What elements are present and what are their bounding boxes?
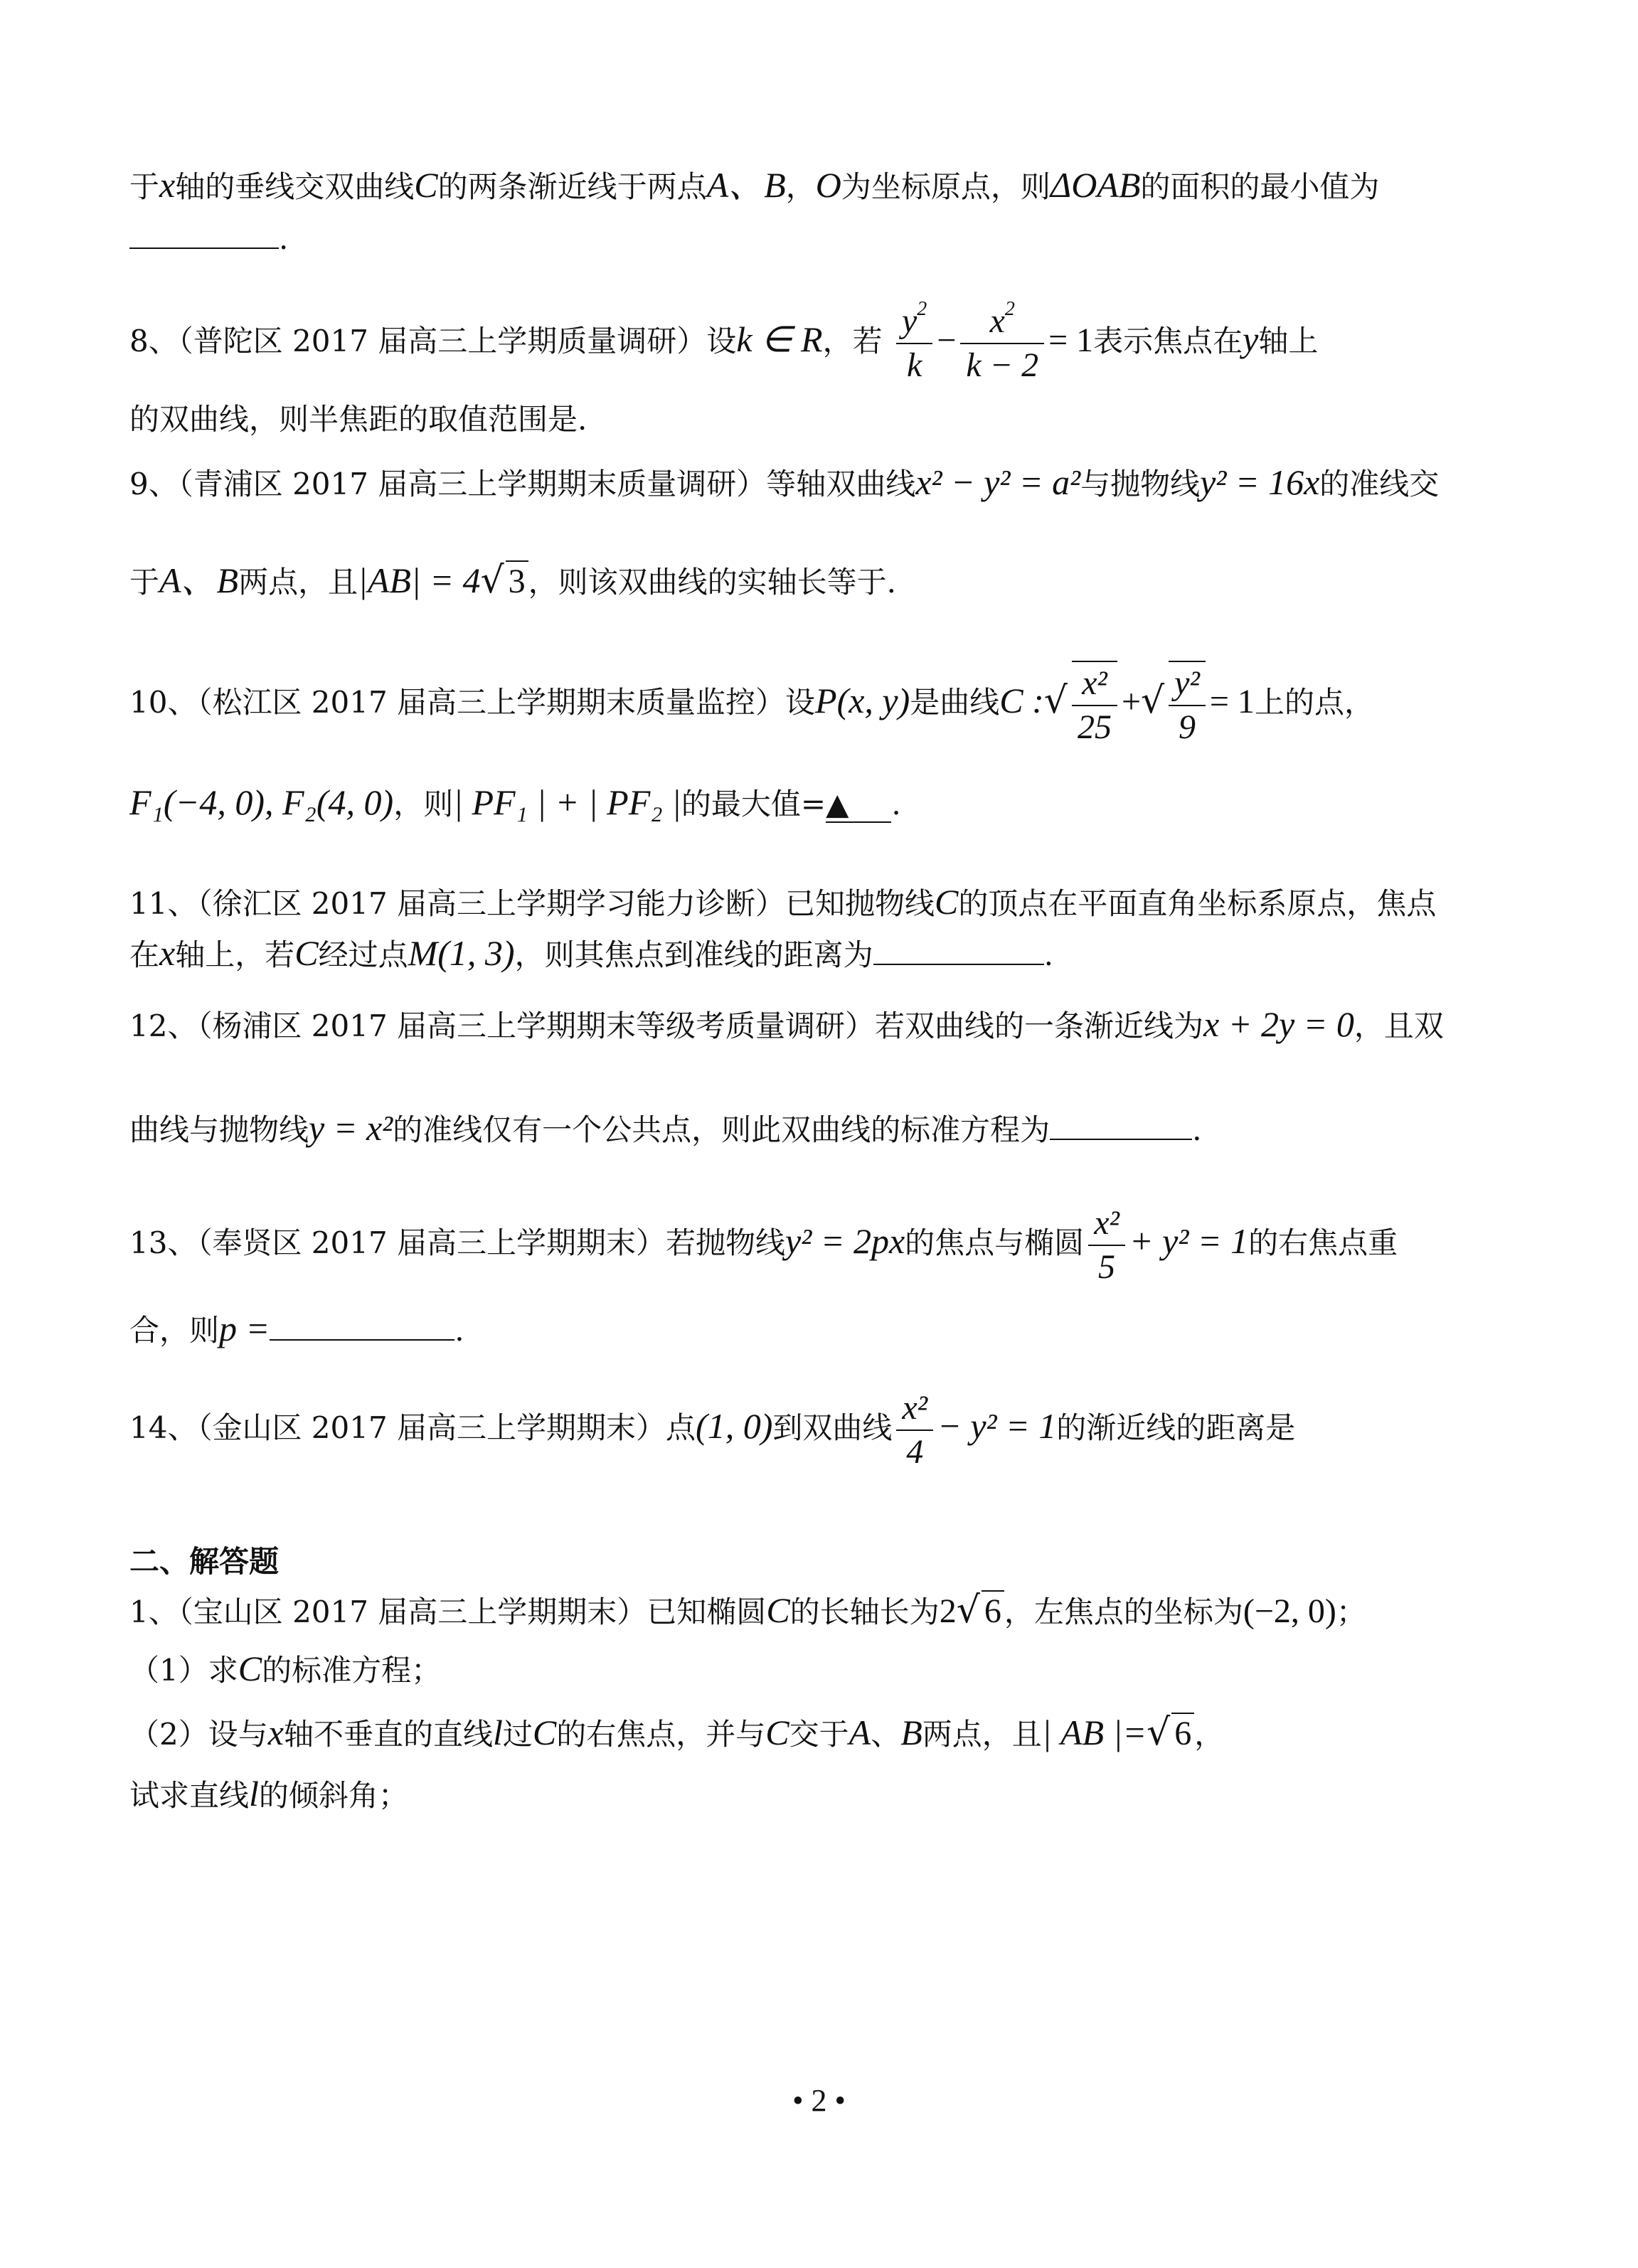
q13-line1 <box>129 1195 1398 1289</box>
text: ； <box>1336 1594 1366 1629</box>
text: 的焦点与椭圆 <box>905 1225 1085 1260</box>
math: C <box>294 933 319 973</box>
text: 到双曲线 <box>772 1410 893 1445</box>
question-source: 9、（青浦区 2017 届高三上学期期末质量调研）等轴双曲线 <box>129 467 916 501</box>
math: k ∈ R <box>736 319 823 359</box>
math: C <box>935 882 959 922</box>
math: P(x, y) <box>815 681 910 720</box>
text: 的顶点在平面直角坐标系原点，焦点 <box>958 886 1437 921</box>
text: . <box>1043 937 1053 972</box>
a1-part2 <box>129 1713 1224 1755</box>
q13-line2 <box>129 1309 464 1351</box>
text: 的准线交 <box>1319 467 1440 501</box>
text: 经过点 <box>318 937 408 972</box>
q8-line2: 的双曲线，则半焦距的取值范围是. <box>129 402 587 437</box>
math: A <box>849 1713 871 1752</box>
text: ， <box>785 169 816 204</box>
math: + y² = 1 <box>1129 1221 1249 1261</box>
text: ，且双 <box>1354 1008 1444 1043</box>
question-source: 10、（松江区 2017 届高三上学期期末质量监控）设 <box>129 685 816 720</box>
math: B <box>900 1713 922 1752</box>
sqrt-sign: √ <box>1141 679 1165 722</box>
q7-line2 <box>129 219 288 259</box>
q14-line1 <box>129 1380 1295 1474</box>
answer-blank <box>1050 1132 1192 1140</box>
math-triangle-OAB: ΔOAB <box>1050 165 1141 205</box>
a1-part1 <box>129 1649 441 1691</box>
fraction: $\frac{\text{y²}}{9}$ <box>1169 661 1206 749</box>
text: ， <box>1194 1717 1225 1752</box>
a1-line1 <box>129 1590 1366 1632</box>
answer-blank <box>270 1332 454 1341</box>
text: 在 <box>129 937 160 972</box>
answer-blank <box>873 957 1044 965</box>
q8-line1 <box>129 293 1318 388</box>
text: 的长轴长为 <box>789 1594 940 1629</box>
math: C <box>532 1713 557 1752</box>
text: . <box>891 787 901 821</box>
math: = 1 <box>1048 321 1094 359</box>
math: C <box>765 1713 789 1752</box>
q10-line2 <box>129 782 901 824</box>
sqrt-sign: √ <box>480 559 504 602</box>
text: . <box>279 221 289 256</box>
math: l <box>492 1713 503 1752</box>
math: y² = 16x <box>1200 462 1320 502</box>
q10-line1 <box>129 654 1374 749</box>
text: ，则该双曲线的实轴长等于. <box>528 565 896 600</box>
q7-line1 <box>129 165 1379 207</box>
math: y² = 2px <box>785 1221 905 1261</box>
text: 轴上，若 <box>175 937 295 972</box>
question-source: 14、（金山区 2017 届高三上学期期末）点 <box>129 1410 696 1445</box>
sqrt-sign: √ <box>1043 679 1068 722</box>
question-source: 1、（宝山区 2017 届高三上学期期末）已知椭圆 <box>129 1594 767 1629</box>
math: l <box>249 1774 259 1814</box>
question-source: 12、（杨浦区 2017 届高三上学期期末等级考质量调研）若双曲线的一条渐近线为 <box>129 1008 1204 1043</box>
math: p = <box>219 1309 270 1348</box>
q12-line2 <box>129 1108 1202 1150</box>
text: 上的点， <box>1254 685 1374 720</box>
text: 的右焦点，并与 <box>556 1717 766 1752</box>
text: 的右焦点重 <box>1248 1225 1398 1260</box>
math-O: O <box>815 165 841 205</box>
text: 表示焦点在 <box>1093 324 1243 358</box>
text: ，则 <box>393 787 454 821</box>
math: C : <box>999 681 1044 720</box>
q9-line1 <box>129 462 1439 504</box>
text: 的面积的最小值为 <box>1140 169 1380 204</box>
text: 的标准方程； <box>262 1653 442 1688</box>
text: 的两条渐近线于两点 <box>437 169 707 204</box>
question-source: 11、（徐汇区 2017 届高三上学期学习能力诊断）已知抛物线 <box>129 886 935 921</box>
text: 、 <box>871 1717 901 1752</box>
math: y = x² <box>309 1108 393 1148</box>
fraction: $\frac{y^2}{k}$ <box>896 300 932 387</box>
page-number: • 2 • <box>792 2083 846 2118</box>
text: 两点，且 <box>922 1717 1042 1752</box>
a1-part3 <box>129 1774 408 1816</box>
text: 轴的垂线交双曲线 <box>175 169 415 204</box>
section-heading: 二、解答题 <box>129 1544 280 1579</box>
q9-line2 <box>129 560 896 602</box>
math: y <box>1243 319 1259 359</box>
sqrt-sign: √ <box>956 1589 980 1631</box>
math: M(1, 3) <box>408 933 515 973</box>
math-AB: A、B <box>706 165 786 205</box>
q12-line1 <box>129 1004 1444 1046</box>
text: （1）求 <box>129 1653 238 1688</box>
text: 过 <box>502 1717 533 1752</box>
math-C: C <box>414 165 438 205</box>
math: = 1 <box>1209 683 1255 720</box>
math: + <box>1121 683 1142 720</box>
text: 轴不垂直的直线 <box>283 1717 493 1752</box>
fraction: $\frac{\text{x²}}{4}$ <box>896 1387 933 1474</box>
math: x <box>159 933 176 973</box>
text: 为坐标原点，则 <box>841 169 1051 204</box>
fraction: $\frac{\text{x²}}{25}$ <box>1072 661 1117 749</box>
math: x + 2y = 0 <box>1203 1004 1354 1044</box>
sqrt-sign: √ <box>1147 1711 1171 1754</box>
math: 3 <box>506 560 528 602</box>
math: | PF₁ | + | PF₂ | <box>453 782 681 822</box>
triangle-marker: ▲ <box>826 787 849 821</box>
math: |AB| = 4 <box>358 560 481 600</box>
text: . <box>454 1313 464 1348</box>
text: 的倾斜角； <box>258 1778 408 1813</box>
math: x² − y² = a² <box>915 462 1081 502</box>
q11-line1 <box>129 882 1436 924</box>
math: (−2, 0) <box>1243 1592 1336 1630</box>
question-source: 13、（奉贤区 2017 届高三上学期期末）若抛物线 <box>129 1225 786 1260</box>
text: 于 <box>129 169 160 204</box>
math: − y² = 1 <box>937 1406 1057 1446</box>
math: 6 <box>982 1590 1004 1631</box>
text: 的渐近线的距离是 <box>1056 1410 1296 1445</box>
answer-blank <box>826 787 891 823</box>
math: 2 <box>939 1592 957 1630</box>
text: 于 <box>129 565 160 600</box>
text: 与抛物线 <box>1080 467 1201 501</box>
text: 轴上 <box>1258 324 1319 358</box>
text: . <box>1192 1112 1202 1147</box>
math: C <box>766 1590 790 1630</box>
math: A、B <box>159 560 239 600</box>
text: ，左焦点的坐标为 <box>1004 1594 1243 1629</box>
q11-line2 <box>129 933 1053 975</box>
math: F₁(−4, 0), F₂(4, 0) <box>129 782 394 822</box>
text: 曲线与抛物线 <box>129 1112 309 1147</box>
text: 两点，且 <box>238 565 358 600</box>
text: （2）设与 <box>129 1717 268 1752</box>
text: 的最大值= <box>681 787 826 821</box>
fraction: $\frac{\text{x²}}{5}$ <box>1088 1202 1125 1289</box>
text: 的准线仅有一个公共点，则此双曲线的标准方程为 <box>393 1112 1051 1147</box>
math: | AB |= <box>1041 1713 1147 1752</box>
text: 是曲线 <box>910 685 1000 720</box>
text: 合，则 <box>129 1313 220 1348</box>
math: x <box>267 1713 284 1752</box>
math: − <box>937 321 957 359</box>
fraction: $\frac{x^2}{k - 2}$ <box>960 300 1044 387</box>
question-source: 8、（普陀区 2017 届高三上学期质量调研）设 <box>129 324 737 358</box>
text: 试求直线 <box>129 1778 250 1813</box>
math: C <box>238 1649 262 1688</box>
math: 6 <box>1171 1713 1194 1754</box>
answer-blank <box>129 240 279 249</box>
math: (1, 0) <box>696 1406 773 1446</box>
text: ，则其焦点到准线的距离为 <box>514 937 873 972</box>
text: 交于 <box>789 1717 849 1752</box>
math-x: x <box>159 165 176 205</box>
text: ，若 <box>822 324 883 358</box>
